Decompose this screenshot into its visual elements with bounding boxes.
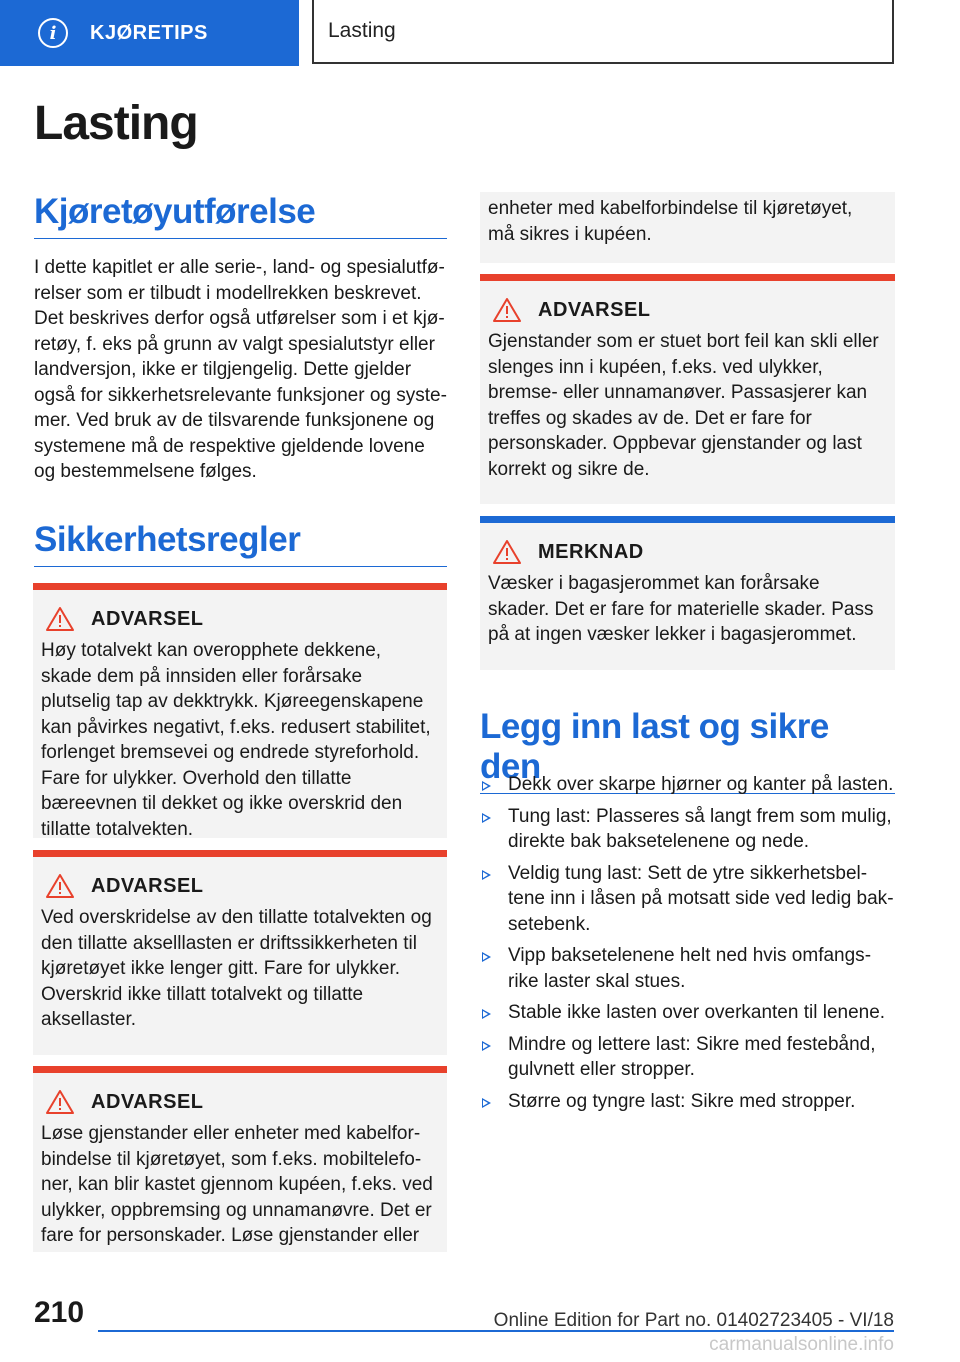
note-box xyxy=(480,516,895,670)
loading-instructions-list xyxy=(480,772,895,1120)
triangle-bullet-icon xyxy=(482,1009,491,1019)
edition-text: Online Edition for Part no. 01402723405 - VI/18 xyxy=(493,1310,894,1331)
triangle-bullet-icon xyxy=(482,952,491,962)
list-item: Dekk over skarpe hjørner og kanter på lasten. xyxy=(480,772,895,798)
warning-box xyxy=(33,850,447,1055)
warning-triangle-icon xyxy=(45,1089,75,1115)
triangle-bullet-icon xyxy=(482,1098,491,1108)
warning-title: ADVARSEL xyxy=(538,298,651,321)
warning-triangle-icon xyxy=(45,606,75,632)
triangle-bullet-icon xyxy=(482,813,491,823)
triangle-bullet-icon xyxy=(482,781,491,791)
heading-kjoretoyutforelse: Kjøretøyutførelse xyxy=(34,192,447,239)
warning-box xyxy=(33,583,447,838)
warning-text: Høy totalvekt kan overopphete dekkene, skade dem på innsiden eller forårsake plutselig tap av dekktrykk. Kjøreegenskapene kan påvirkes negativt, f.eks. redusert stabilitet, forlenget bremsevei og endrede styreforhold. Fare for ulykker. Overhold den tillatte bæreevnen til dekket og ikke overskrid den tillatte totalvekten. xyxy=(41,640,431,840)
info-icon: i xyxy=(38,18,68,48)
section-tab xyxy=(0,0,299,66)
note-triangle-icon xyxy=(492,539,522,565)
note-text: Væsker i bagasjerommet kan forårsake skader. Det er fare for materielle skader. Pass på at ingen væsker lekker i bagasjerommet. xyxy=(488,573,874,645)
list-item: Stable ikke lasten over overkanten til lenene. xyxy=(480,1000,895,1026)
list-item: Vipp baksetelenene helt ned hvis omfangsrike laster skal stues. xyxy=(480,943,895,994)
note-title: MERKNAD xyxy=(538,540,644,563)
warning-text: Ved overskridelse av den tillatte totalvekten og den tillatte akselllasten er driftssikkerheten til kjøretøyet ikke lenger gitt. Fare for ulykker. Overskrid ikke tillatt totalvekt og tillatte aksellaster. xyxy=(41,907,432,1030)
heading-sikkerhetsregler: Sikkerhetsregler xyxy=(34,520,447,567)
list-item: Større og tyngre last: Sikre med stropper. xyxy=(480,1089,895,1115)
warning-title: ADVARSEL xyxy=(91,874,204,897)
chapter-label: Lasting xyxy=(312,0,894,64)
warning-triangle-icon xyxy=(492,297,522,323)
warning-continuation-text: enheter med kabelforbindelse til kjøretøyet, må sikres i kupéen. xyxy=(488,198,853,245)
warning-text: Gjenstander som er stuet bort feil kan skli eller slenges inn i kupéen, f.eks. ved ulykker, bremse- eller unnamanøver. Passasjerer kan treffes og skades av de. Det er fare for personskader. Oppbevar gjenstander og last korrekt og sikre de. xyxy=(488,331,879,480)
warning-continuation-box xyxy=(480,192,895,263)
list-item: Veldig tung last: Sett de ytre sikkerhetsbeltene inn i låsen på motsatt side ved ledig baksetebenk. xyxy=(480,861,895,938)
warning-text: Løse gjenstander eller enheter med kabelforbindelse til kjøretøyet, som f.eks. mobiltelefoner, kan blir kastet gjennom kupéen, f.eks. ved ulykker, oppbremsing og unnamanøvre. Det er fare for personskader. Løse gjenstander eller xyxy=(41,1123,433,1246)
watermark: carmanualsonline.info xyxy=(709,1334,894,1355)
triangle-bullet-icon xyxy=(482,1041,491,1051)
list-item: Mindre og lettere last: Sikre med festebånd, gulvnett eller stropper. xyxy=(480,1032,895,1083)
section-label: KJØRETIPS xyxy=(90,21,208,44)
warning-triangle-icon xyxy=(45,873,75,899)
page-title: Lasting xyxy=(34,97,198,150)
triangle-bullet-icon xyxy=(482,870,491,880)
warning-title: ADVARSEL xyxy=(91,1090,204,1113)
list-item: Tung last: Plasseres så langt frem som mulig, direkte bak baksetelenene og nede. xyxy=(480,804,895,855)
intro-paragraph: I dette kapitlet er alle serie-, land- og spesialutførelser som er tilbudt i modellrekken beskrevet. Det beskrives derfor også utførelser som i et kjøretøy, f. eks på grunn av valgt spesialutstyr eller landversjon, ikke er tilgjengelig. Dette gjelder også for sikkerhetsrelevante funksjoner og systemer. Ved bruk av de tilsvarende funksjonene og systemene må de respektive gjeldende lovene og bestemmelsene følges. xyxy=(34,257,447,482)
warning-box xyxy=(33,1066,447,1252)
warning-title: ADVARSEL xyxy=(91,607,204,630)
page-number: 210 xyxy=(34,1296,85,1329)
warning-box xyxy=(480,274,895,504)
heading-legg-inn-last: Legg inn last og sikre den xyxy=(480,707,895,794)
